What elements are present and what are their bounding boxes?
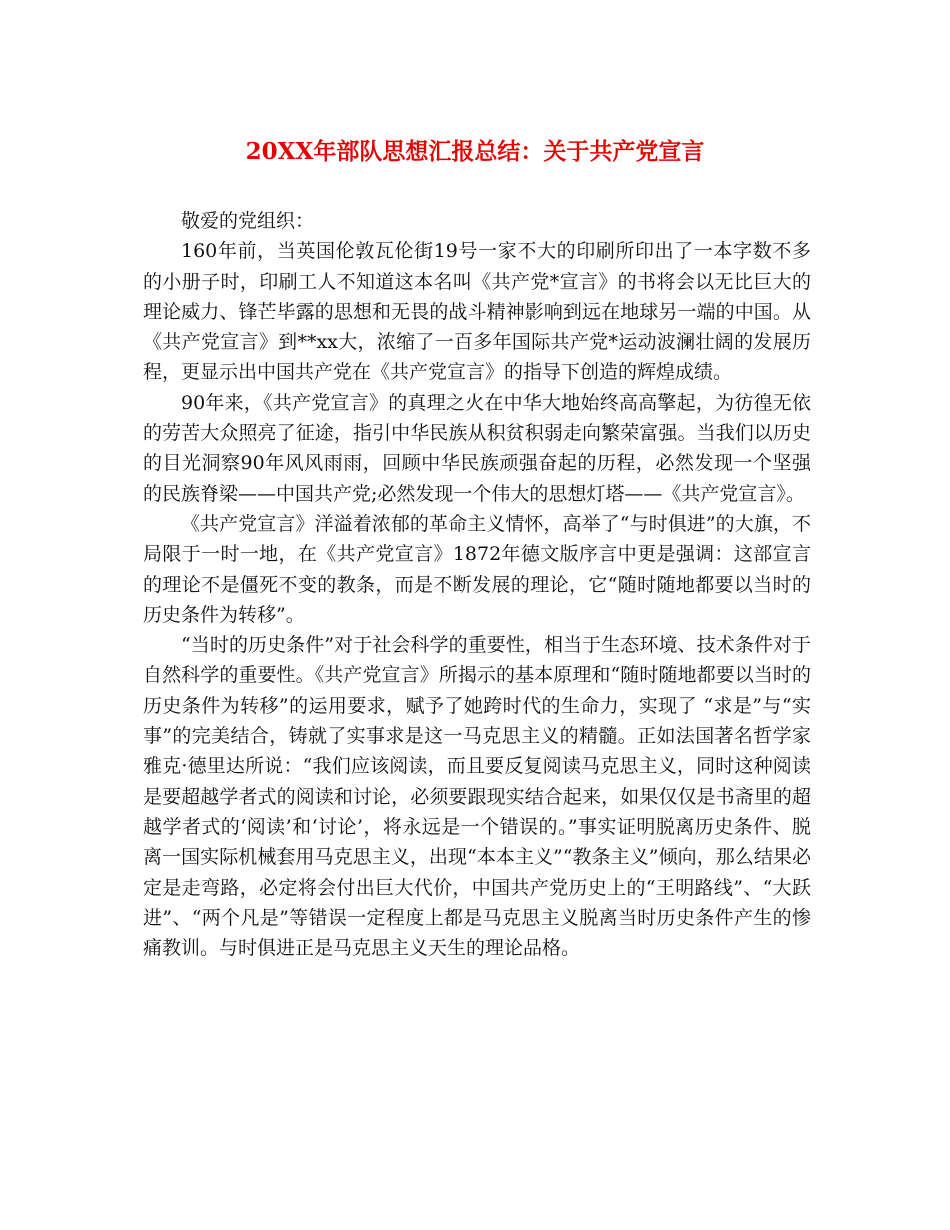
paragraph-1: 160年前，当英国伦敦瓦伦街19号一家不大的印刷所印出了一本字数不多的小册子时，印刷工人不知道这本名叫《共产党*宣言》的书将会以无比巨大的理论威力、锋芒毕露的思想和无畏的战斗精神影响到远在地球另一端的中国。从《共产党宣言》到**xx大，浓缩了一百多年国际共产党*运动波澜壮阔的发展历程，更显示出中国共产党在《共产党宣言》的指导下创造的辉煌成绩。	[143, 240, 811, 384]
paragraph-4: “当时的历史条件”对于社会科学的重要性，相当于生态环境、技术条件对于自然科学的重要性。《共产党宣言》所揭示的基本原理和“随时随地都要以当时的历史条件为转移”的运用要求，赋予了她跨时代的生命力，实现了 “求是”与“实事”的完美结合，铸就了实事求是这一马克思主义的精髓。正如法国著名哲学家雅克·德里达所说：“我们应该阅读，而且要反复阅读马克思主义，同时这种阅读是要超越学者式的阅读和讨论，必须要跟现实结合起来，如果仅仅是书斋里的超越学者式的‘阅读’和‘讨论’，将永远是一个错误的。”事实证明脱离历史条件、脱离一国实际机械套用马克思主义，出现“本本主义”“教条主义”倾向，那么结果必定是走弯路，必定将会付出巨大代价，中国共产党历史上的“王明路线”、“大跃进”、“两个凡是”等错误一定程度上都是马克思主义脱离当时历史条件产生的惨痛教训。与时俱进正是马克思主义天生的理论品格。	[143, 634, 811, 960]
document-title: 20XX年部队思想汇报总结：关于共产党宣言	[245, 138, 705, 165]
salutation: 敬爱的党组织：	[181, 210, 315, 232]
paragraph-3: 《共产党宣言》洋溢着浓郁的革命主义情怀，高举了“与时俱进”的大旗，不局限于一时一地，在《共产党宣言》1872年德文版序言中更是强调：这部宣言的理论不是僵死不变的教条，而是不断发展的理论，它“随时随地都要以当时的历史条件为转移”。	[143, 512, 811, 626]
document-body	[143, 206, 811, 963]
paragraph-2: 90年来，《共产党宣言》的真理之火在中华大地始终高高擎起，为彷徨无依的劳苦大众照亮了征途，指引中华民族从积贫积弱走向繁荣富强。当我们以历史的目光洞察90年风风雨雨，回顾中华民族顽强奋起的历程，必然发现一个坚强的民族脊梁——中国共产党;必然发现一个伟大的思想灯塔——《共产党宣言》。	[143, 391, 811, 505]
